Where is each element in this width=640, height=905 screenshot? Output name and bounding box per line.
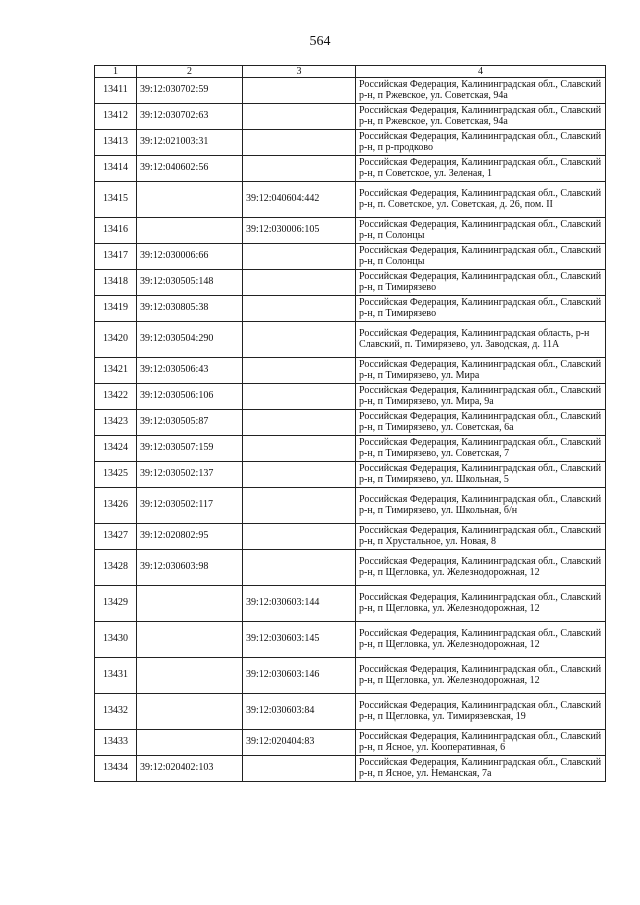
cadastral-object-cell: [243, 358, 356, 384]
address-cell: Российская Федерация, Калининградская обл., Славский р-н, п Хрустальное, ул. Новая, 8: [356, 524, 606, 550]
cadastral-object-cell: 39:12:020404:83: [243, 730, 356, 756]
row-number-cell: 13417: [95, 244, 137, 270]
table-row: [95, 358, 606, 384]
cadastral-object-cell: [243, 462, 356, 488]
cadastral-land-cell: 39:12:030805:38: [137, 296, 243, 322]
cadastral-land-cell: [137, 730, 243, 756]
cadastral-land-cell: 39:12:040602:56: [137, 156, 243, 182]
cadastral-object-cell: [243, 130, 356, 156]
cadastral-land-cell: [137, 658, 243, 694]
table-header-row: [95, 66, 606, 78]
row-number-cell: 13425: [95, 462, 137, 488]
row-number-cell: 13423: [95, 410, 137, 436]
cadastral-land-cell: 39:12:030702:59: [137, 78, 243, 104]
address-cell: Российская Федерация, Калининградская обл., Славский р-н, п Щегловка, ул. Железнодорожная, 12: [356, 586, 606, 622]
address-cell: Российская Федерация, Калининградская обл., Славский р-н, п Тимирязево, ул. Мира: [356, 358, 606, 384]
cadastral-land-cell: [137, 694, 243, 730]
table-row: [95, 384, 606, 410]
row-number-cell: 13419: [95, 296, 137, 322]
cadastral-land-cell: 39:12:020802:95: [137, 524, 243, 550]
column-header: 1: [95, 66, 137, 78]
cadastral-object-cell: 39:12:030603:146: [243, 658, 356, 694]
cadastral-object-cell: 39:12:040604:442: [243, 182, 356, 218]
cadastral-land-cell: 39:12:021003:31: [137, 130, 243, 156]
cadastral-land-cell: 39:12:020402:103: [137, 756, 243, 782]
cadastral-object-cell: [243, 488, 356, 524]
address-cell: Российская Федерация, Калининградская обл., Славский р-н, п Щегловка, ул. Железнодорожная, 12: [356, 550, 606, 586]
cadastral-land-cell: [137, 622, 243, 658]
cadastral-object-cell: [243, 104, 356, 130]
table-row: [95, 622, 606, 658]
page-number: 564: [309, 34, 331, 49]
cadastral-object-cell: [243, 756, 356, 782]
row-number-cell: 13428: [95, 550, 137, 586]
row-number-cell: 13426: [95, 488, 137, 524]
table-row: [95, 218, 606, 244]
cadastral-land-cell: [137, 182, 243, 218]
address-cell: Российская Федерация, Калининградская обл., Славский р-н, п Щегловка, ул. Железнодорожная, 12: [356, 622, 606, 658]
column-header: 2: [137, 66, 243, 78]
column-header: 3: [243, 66, 356, 78]
address-cell: Российская Федерация, Калининградская обл., Славский р-н, п Тимирязево, ул. Школьная, б/н: [356, 488, 606, 524]
address-cell: Российская Федерация, Калининградская обл., Славский р-н, п Тимирязево, ул. Советская, 7: [356, 436, 606, 462]
cadastral-object-cell: 39:12:030006:105: [243, 218, 356, 244]
row-number-cell: 13418: [95, 270, 137, 296]
cadastral-object-cell: [243, 78, 356, 104]
address-cell: Российская Федерация, Калининградская обл., Славский р-н, п Тимирязево, ул. Советская, 6а: [356, 410, 606, 436]
row-number-cell: 13412: [95, 104, 137, 130]
table-row: [95, 550, 606, 586]
cadastral-land-cell: 39:12:030502:137: [137, 462, 243, 488]
table-row: [95, 78, 606, 104]
cadastral-land-cell: 39:12:030506:43: [137, 358, 243, 384]
row-number-cell: 13415: [95, 182, 137, 218]
address-cell: Российская Федерация, Калининградская обл., Славский р-н, п Солонцы: [356, 244, 606, 270]
cadastral-object-cell: [243, 270, 356, 296]
cadastral-object-cell: [243, 436, 356, 462]
cadastral-object-cell: [243, 410, 356, 436]
table-row: [95, 436, 606, 462]
row-number-cell: 13429: [95, 586, 137, 622]
address-cell: Российская Федерация, Калининградская обл., Славский р-н, п Солонцы: [356, 218, 606, 244]
table-row: [95, 524, 606, 550]
table-row: [95, 694, 606, 730]
cadastral-land-cell: 39:12:030506:106: [137, 384, 243, 410]
row-number-cell: 13413: [95, 130, 137, 156]
cadastral-land-cell: 39:12:030507:159: [137, 436, 243, 462]
address-cell: Российская Федерация, Калининградская обл., Славский р-н, п Советское, ул. Зеленая, 1: [356, 156, 606, 182]
row-number-cell: 13416: [95, 218, 137, 244]
address-cell: Российская Федерация, Калининградская обл., Славский р-н, п Ржевское, ул. Советская, 94а: [356, 104, 606, 130]
cadastral-object-cell: [243, 296, 356, 322]
address-cell: Российская Федерация, Калининградская обл., Славский р-н, п. Советское, ул. Советская, д. 26, пом. II: [356, 182, 606, 218]
row-number-cell: 13431: [95, 658, 137, 694]
column-header: 4: [356, 66, 606, 78]
table-row: [95, 322, 606, 358]
cadastral-object-cell: [243, 322, 356, 358]
cadastral-land-cell: [137, 586, 243, 622]
row-number-cell: 13420: [95, 322, 137, 358]
address-cell: Российская Федерация, Калининградская обл., Славский р-н, п Тимирязево: [356, 270, 606, 296]
address-cell: Российская Федерация, Калининградская обл., Славский р-н, п р-продково: [356, 130, 606, 156]
table-row: [95, 244, 606, 270]
cadastral-object-cell: 39:12:030603:145: [243, 622, 356, 658]
cadastral-land-cell: 39:12:030505:87: [137, 410, 243, 436]
cadastral-land-cell: 39:12:030504:290: [137, 322, 243, 358]
cadastral-object-cell: 39:12:030603:144: [243, 586, 356, 622]
row-number-cell: 13433: [95, 730, 137, 756]
cadastral-object-cell: 39:12:030603:84: [243, 694, 356, 730]
address-cell: Российская Федерация, Калининградская обл., Славский р-н, п Ясное, ул. Неманская, 7а: [356, 756, 606, 782]
cadastral-object-cell: [243, 384, 356, 410]
row-number-cell: 13432: [95, 694, 137, 730]
cadastral-object-cell: [243, 550, 356, 586]
address-cell: Российская Федерация, Калининградская обл., Славский р-н, п Ржевское, ул. Советская, 94а: [356, 78, 606, 104]
row-number-cell: 13421: [95, 358, 137, 384]
table-row: [95, 410, 606, 436]
cadastral-land-cell: 39:12:030006:66: [137, 244, 243, 270]
cadastral-object-cell: [243, 244, 356, 270]
table-row: [95, 658, 606, 694]
address-cell: Российская Федерация, Калининградская обл., Славский р-н, п Тимирязево, ул. Школьная, 5: [356, 462, 606, 488]
registry-table: [94, 65, 606, 782]
cadastral-land-cell: 39:12:030505:148: [137, 270, 243, 296]
table-row: [95, 586, 606, 622]
table-row: [95, 488, 606, 524]
cadastral-object-cell: [243, 524, 356, 550]
table-row: [95, 270, 606, 296]
table-row: [95, 756, 606, 782]
row-number-cell: 13414: [95, 156, 137, 182]
address-cell: Российская Федерация, Калининградская обл., Славский р-н, п Щегловка, ул. Тимирязевская, 19: [356, 694, 606, 730]
cadastral-object-cell: [243, 156, 356, 182]
table-row: [95, 296, 606, 322]
cadastral-land-cell: 39:12:030603:98: [137, 550, 243, 586]
cadastral-land-cell: 39:12:030702:63: [137, 104, 243, 130]
row-number-cell: 13424: [95, 436, 137, 462]
row-number-cell: 13430: [95, 622, 137, 658]
table-row: [95, 462, 606, 488]
row-number-cell: 13411: [95, 78, 137, 104]
address-cell: Российская Федерация, Калининградская область, р-н Славский, п. Тимирязево, ул. Заводская, д. 11А: [356, 322, 606, 358]
cadastral-land-cell: [137, 218, 243, 244]
address-cell: Российская Федерация, Калининградская обл., Славский р-н, п Тимирязево, ул. Мира, 9а: [356, 384, 606, 410]
table-row: [95, 156, 606, 182]
row-number-cell: 13422: [95, 384, 137, 410]
table-row: [95, 182, 606, 218]
address-cell: Российская Федерация, Калининградская обл., Славский р-н, п Тимирязево: [356, 296, 606, 322]
row-number-cell: 13434: [95, 756, 137, 782]
table-row: [95, 130, 606, 156]
table-row: [95, 104, 606, 130]
row-number-cell: 13427: [95, 524, 137, 550]
table-row: [95, 730, 606, 756]
cadastral-land-cell: 39:12:030502:117: [137, 488, 243, 524]
address-cell: Российская Федерация, Калининградская обл., Славский р-н, п Ясное, ул. Кооперативная, 6: [356, 730, 606, 756]
address-cell: Российская Федерация, Калининградская обл., Славский р-н, п Щегловка, ул. Железнодорожная, 12: [356, 658, 606, 694]
